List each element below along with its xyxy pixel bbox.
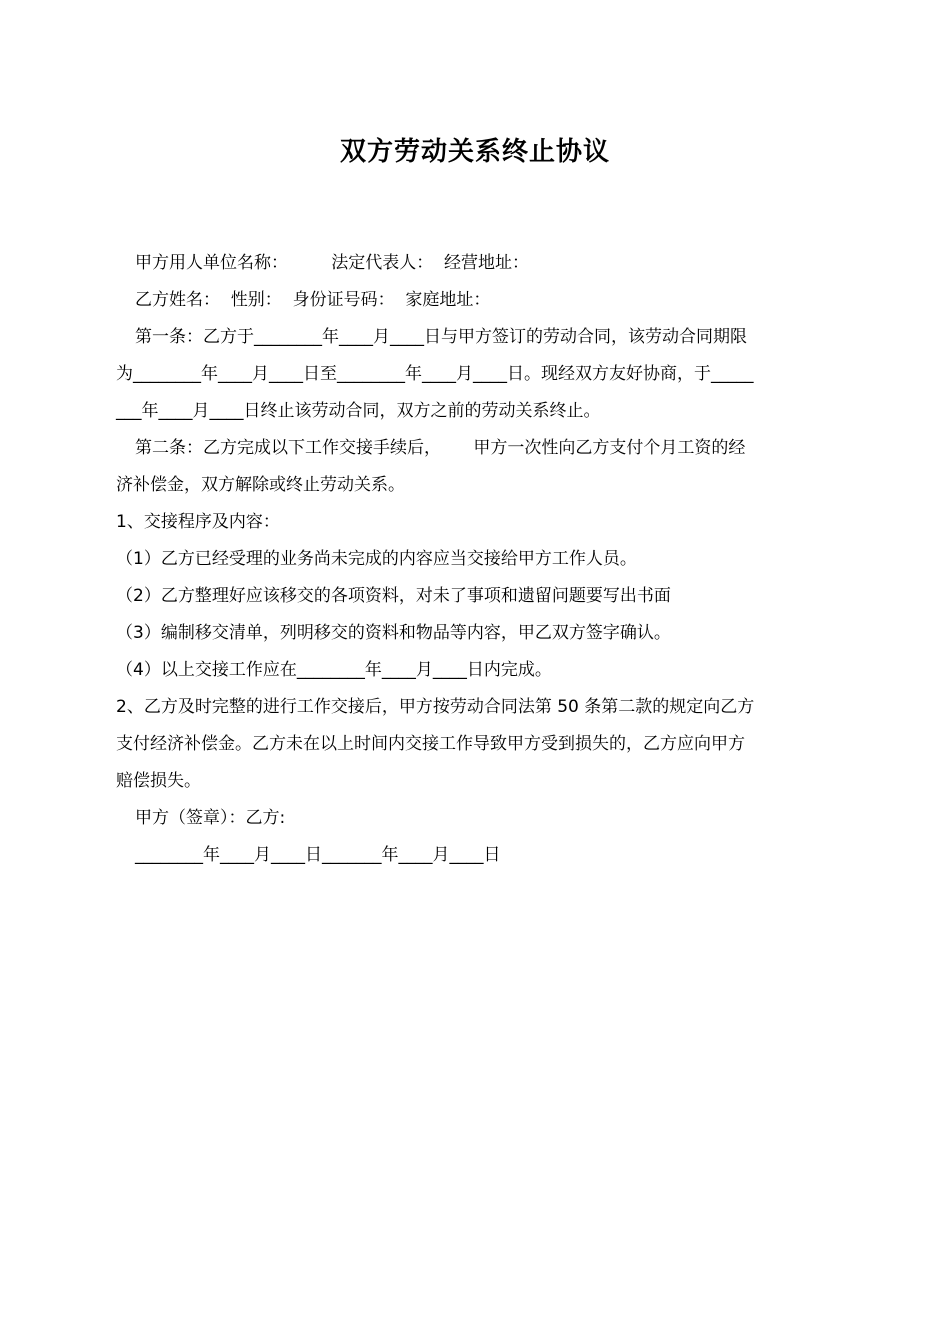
section2-line2: 支付经济补偿金。乙方未在以上时间内交接工作导致甲方受到损失的，乙方应向甲方 bbox=[116, 734, 745, 754]
document-title: 双方劳动关系终止协议 bbox=[339, 137, 610, 167]
section2-line1: 2、乙方及时完整的进行工作交接后，甲方按劳动合同法第 50 条第二款的规定向乙方 bbox=[116, 697, 755, 717]
party-b-info: 乙方姓名： 性别： 身份证号码： 家庭地址： bbox=[135, 290, 491, 310]
section1-item-1: （1）乙方已经受理的业务尚未完成的内容应当交接给甲方工作人员。 bbox=[116, 549, 637, 569]
signature-dates: ________年____月____日_______年____月____日 bbox=[135, 845, 501, 865]
signature-parties: 甲方（签章）：乙方: bbox=[135, 808, 286, 828]
article1-line1: 第一条：乙方于________年____月____日与甲方签订的劳动合同，该劳动合同期限 bbox=[135, 327, 747, 347]
article2-line2: 济补偿金，双方解除或终止劳动关系。 bbox=[116, 475, 405, 495]
section1-heading: 1、交接程序及内容： bbox=[116, 512, 280, 532]
section2-line3: 赔偿损失。 bbox=[116, 771, 201, 791]
article1-line2: 为________年____月____日至________年____月____日。现经双方友好协商，于_____ bbox=[116, 364, 754, 384]
section1-item-2: （2）乙方整理好应该移交的各项资料，对未了事项和遗留问题要写出书面 bbox=[116, 586, 671, 606]
article1-line3: ___年____月____日终止该劳动合同，双方之前的劳动关系终止。 bbox=[116, 401, 601, 421]
section1-item-4: （4）以上交接工作应在________年____月____日内完成。 bbox=[116, 660, 552, 680]
section1-item-3: （3）编制移交清单，列明移交的资料和物品等内容，甲乙双方签字确认。 bbox=[116, 623, 671, 643]
document-body bbox=[116, 245, 838, 874]
party-a-info: 甲方用人单位名称： 法定代表人： 经营地址： bbox=[135, 253, 530, 273]
article2-line1: 第二条：乙方完成以下工作交接手续后， 甲方一次性向乙方支付个月工资的经 bbox=[135, 438, 746, 458]
